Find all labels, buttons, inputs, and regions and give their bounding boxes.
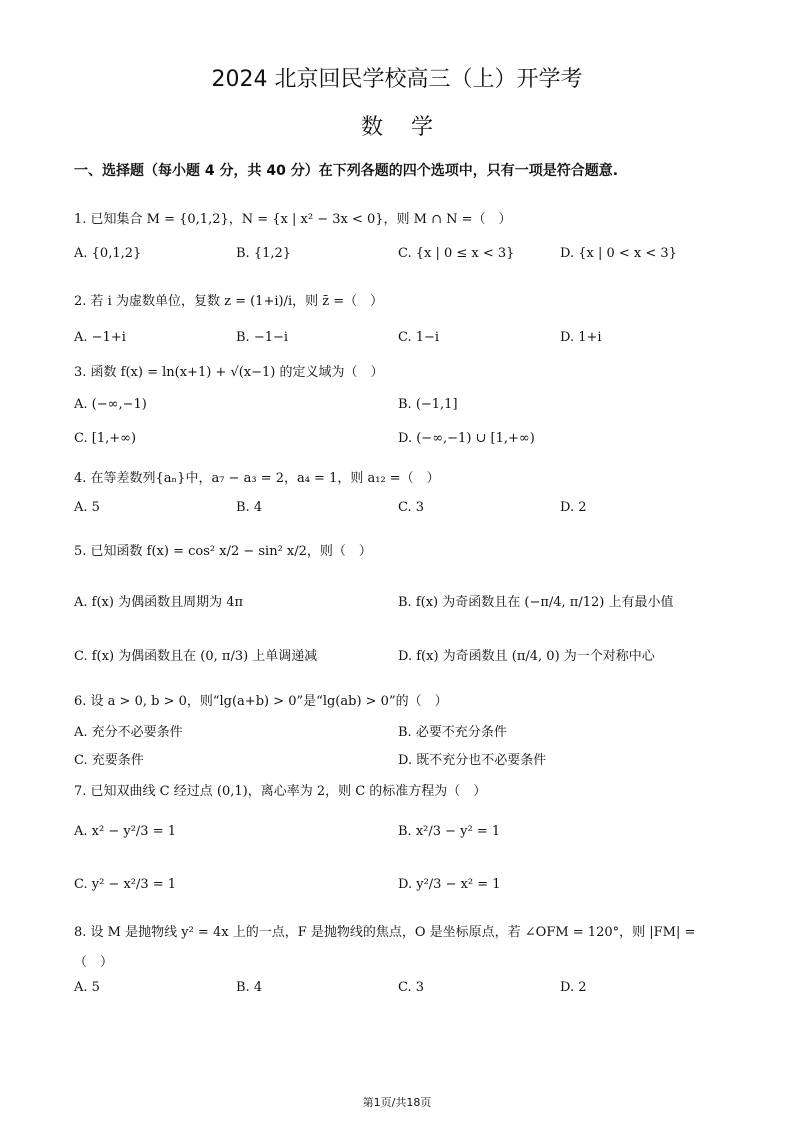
question-2-option-b: B. −1−i — [236, 330, 289, 345]
question-4-option-a: A. 5 — [74, 500, 100, 515]
question-5-stem: 5. 已知函数 f(x) = cos² x/2 − sin² x/2，则（ ） — [74, 544, 372, 559]
question-1-option-a: A. {0,1,2} — [74, 246, 142, 261]
question-4-stem: 4. 在等差数列{aₙ}中，a₇ − a₃ = 2，a₄ = 1，则 a₁₂ =（ ） — [74, 471, 440, 486]
question-7-option-a: A. x² − y²/3 = 1 — [74, 824, 176, 839]
question-1-option-b: B. {1,2} — [236, 246, 292, 261]
question-6-option-a: A. 充分不必要条件 — [74, 725, 183, 740]
question-4-option-d: D. 2 — [560, 500, 587, 515]
section-heading: 一、选择题（每小题 4 分，共 40 分）在下列各题的四个选项中，只有一项是符合题意. — [74, 163, 619, 179]
question-6-option-c: C. 充要条件 — [74, 753, 144, 768]
question-4-option-b: B. 4 — [236, 500, 263, 515]
question-1-option-d: D. {x | 0 < x < 3} — [560, 246, 677, 261]
question-7-option-c: C. y² − x²/3 = 1 — [74, 877, 177, 892]
question-1-option-c: C. {x | 0 ≤ x < 3} — [398, 246, 515, 261]
question-8-option-d: D. 2 — [560, 980, 587, 995]
exam-title: 2024 北京回民学校高三（上）开学考 — [211, 67, 583, 92]
question-7-option-b: B. x²/3 − y² = 1 — [398, 824, 501, 839]
question-3-stem: 3. 函数 f(x) = ln(x+1) + √(x−1) 的定义域为（ ） — [74, 365, 384, 380]
question-3-option-d: D. (−∞,−1) ∪ [1,+∞) — [398, 431, 535, 446]
question-8-stem: 8. 设 M 是抛物线 y² = 4x 上的一点，F 是抛物线的焦点，O 是坐标原点，若 ∠OFM = 120°，则 |FM| = — [74, 925, 696, 940]
question-8-option-a: A. 5 — [74, 980, 100, 995]
question-6-option-b: B. 必要不充分条件 — [398, 725, 507, 740]
question-6-option-d: D. 既不充分也不必要条件 — [398, 753, 547, 768]
question-7-option-d: D. y²/3 − x² = 1 — [398, 877, 501, 892]
question-3-option-c: C. [1,+∞) — [74, 431, 137, 446]
question-8-stem-cont: （ ） — [74, 955, 114, 970]
question-5-option-d: D. f(x) 为奇函数且 (π/4, 0) 为一个对称中心 — [398, 649, 655, 664]
question-2-option-c: C. 1−i — [398, 330, 440, 345]
question-2-option-a: A. −1+i — [74, 330, 126, 345]
question-5-option-c: C. f(x) 为偶函数且在 (0, π/3) 上单调递减 — [74, 649, 318, 664]
question-1-stem: 1. 已知集合 M = {0,1,2}，N = {x | x² − 3x < 0}，则 M ∩ N =（ ） — [74, 212, 512, 227]
question-3-option-b: B. (−1,1] — [398, 397, 458, 412]
question-2-option-d: D. 1+i — [560, 330, 602, 345]
question-5-option-a: A. f(x) 为偶函数且周期为 4π — [74, 595, 244, 610]
question-7-stem: 7. 已知双曲线 C 经过点 (0,1)，离心率为 2，则 C 的标准方程为（ ） — [74, 784, 487, 799]
question-5-option-b: B. f(x) 为奇函数且在 (−π/4, π/12) 上有最小值 — [398, 595, 674, 610]
question-8-option-b: B. 4 — [236, 980, 263, 995]
page-footer: 第1页/共18页 — [362, 1096, 432, 1109]
subject-title: 数学 — [360, 115, 461, 140]
question-6-stem: 6. 设 a > 0, b > 0，则“lg(a+b) > 0”是“lg(ab) > 0”的（ ） — [74, 694, 448, 709]
question-3-option-a: A. (−∞,−1) — [74, 397, 147, 412]
question-8-option-c: C. 3 — [398, 980, 425, 995]
question-4-option-c: C. 3 — [398, 500, 425, 515]
question-2-stem: 2. 若 i 为虚数单位，复数 z = (1+i)/i，则 z̄ =（ ） — [74, 294, 384, 309]
